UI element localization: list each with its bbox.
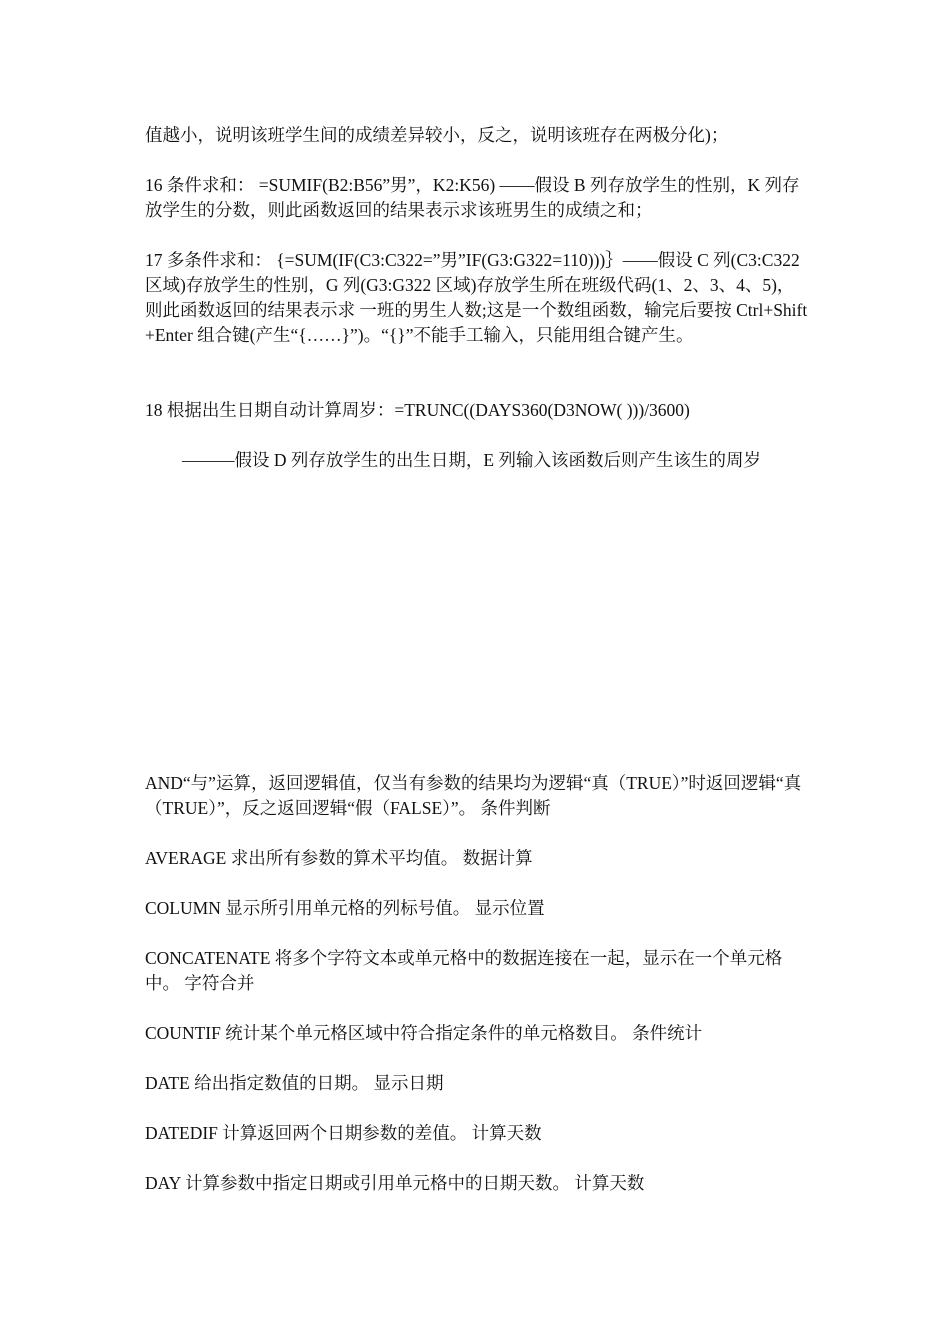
function-entry-concatenate: CONCATENATE 将多个字符文本或单元格中的数据连接在一起，显示在一个单元格中。 字符合并 [145, 948, 783, 993]
paragraph-17-array-sum: 17 多条件求和： {=SUM(IF(C3:C322=”男”IF(G3:G322=110)))｝——假设 C 列(C3:C322 区域)存放学生的性别，G 列(G3:G322 区域)存放学生所在班级代码(1、2、3、4、5)，则此函数返回的结果表示求 一班的男生人数;这是一个数组函数，输完后要按 Ctrl+Shift+Enter 组合键(产生“{……}”)。“{}”不能手工输入，只能用组合键产生。 [145, 250, 808, 345]
paragraph-18-note: ———假设 D 列存放学生的出生日期，E 列输入该函数后则产生该生的周岁 [182, 450, 761, 470]
paragraph-16-sumif: 16 条件求和： =SUMIF(B2:B56”男”，K2:K56) ——假设 B 列存放学生的性别，K 列存放学生的分数，则此函数返回的结果表示求该班男生的成绩之和； [145, 175, 800, 220]
function-entry-column: COLUMN 显示所引用单元格的列标号值。 显示位置 [145, 898, 545, 918]
paragraph-18-age: 18 根据出生日期自动计算周岁：=TRUNC((DAYS360(D3NOW( )))/3600) [145, 400, 690, 420]
function-entry-and: AND“与”运算，返回逻辑值，仅当有参数的结果均为逻辑“真（TRUE）”时返回逻辑“真（TRUE）”，反之返回逻辑“假（FALSE）”。 条件判断 [145, 773, 802, 818]
function-entry-datedif: DATEDIF 计算返回两个日期参数的差值。 计算天数 [145, 1123, 542, 1143]
function-entry-date: DATE 给出指定数值的日期。 显示日期 [145, 1073, 444, 1093]
paragraph-variance-note: 值越小，说明该班学生间的成绩差异较小，反之，说明该班存在两极分化)； [145, 125, 729, 145]
function-entry-day: DAY 计算参数中指定日期或引用单元格中的日期天数。 计算天数 [145, 1173, 645, 1193]
function-entry-average: AVERAGE 求出所有参数的算术平均值。 数据计算 [145, 848, 533, 868]
function-entry-countif: COUNTIF 统计某个单元格区域中符合指定条件的单元格数目。 条件统计 [145, 1023, 703, 1043]
